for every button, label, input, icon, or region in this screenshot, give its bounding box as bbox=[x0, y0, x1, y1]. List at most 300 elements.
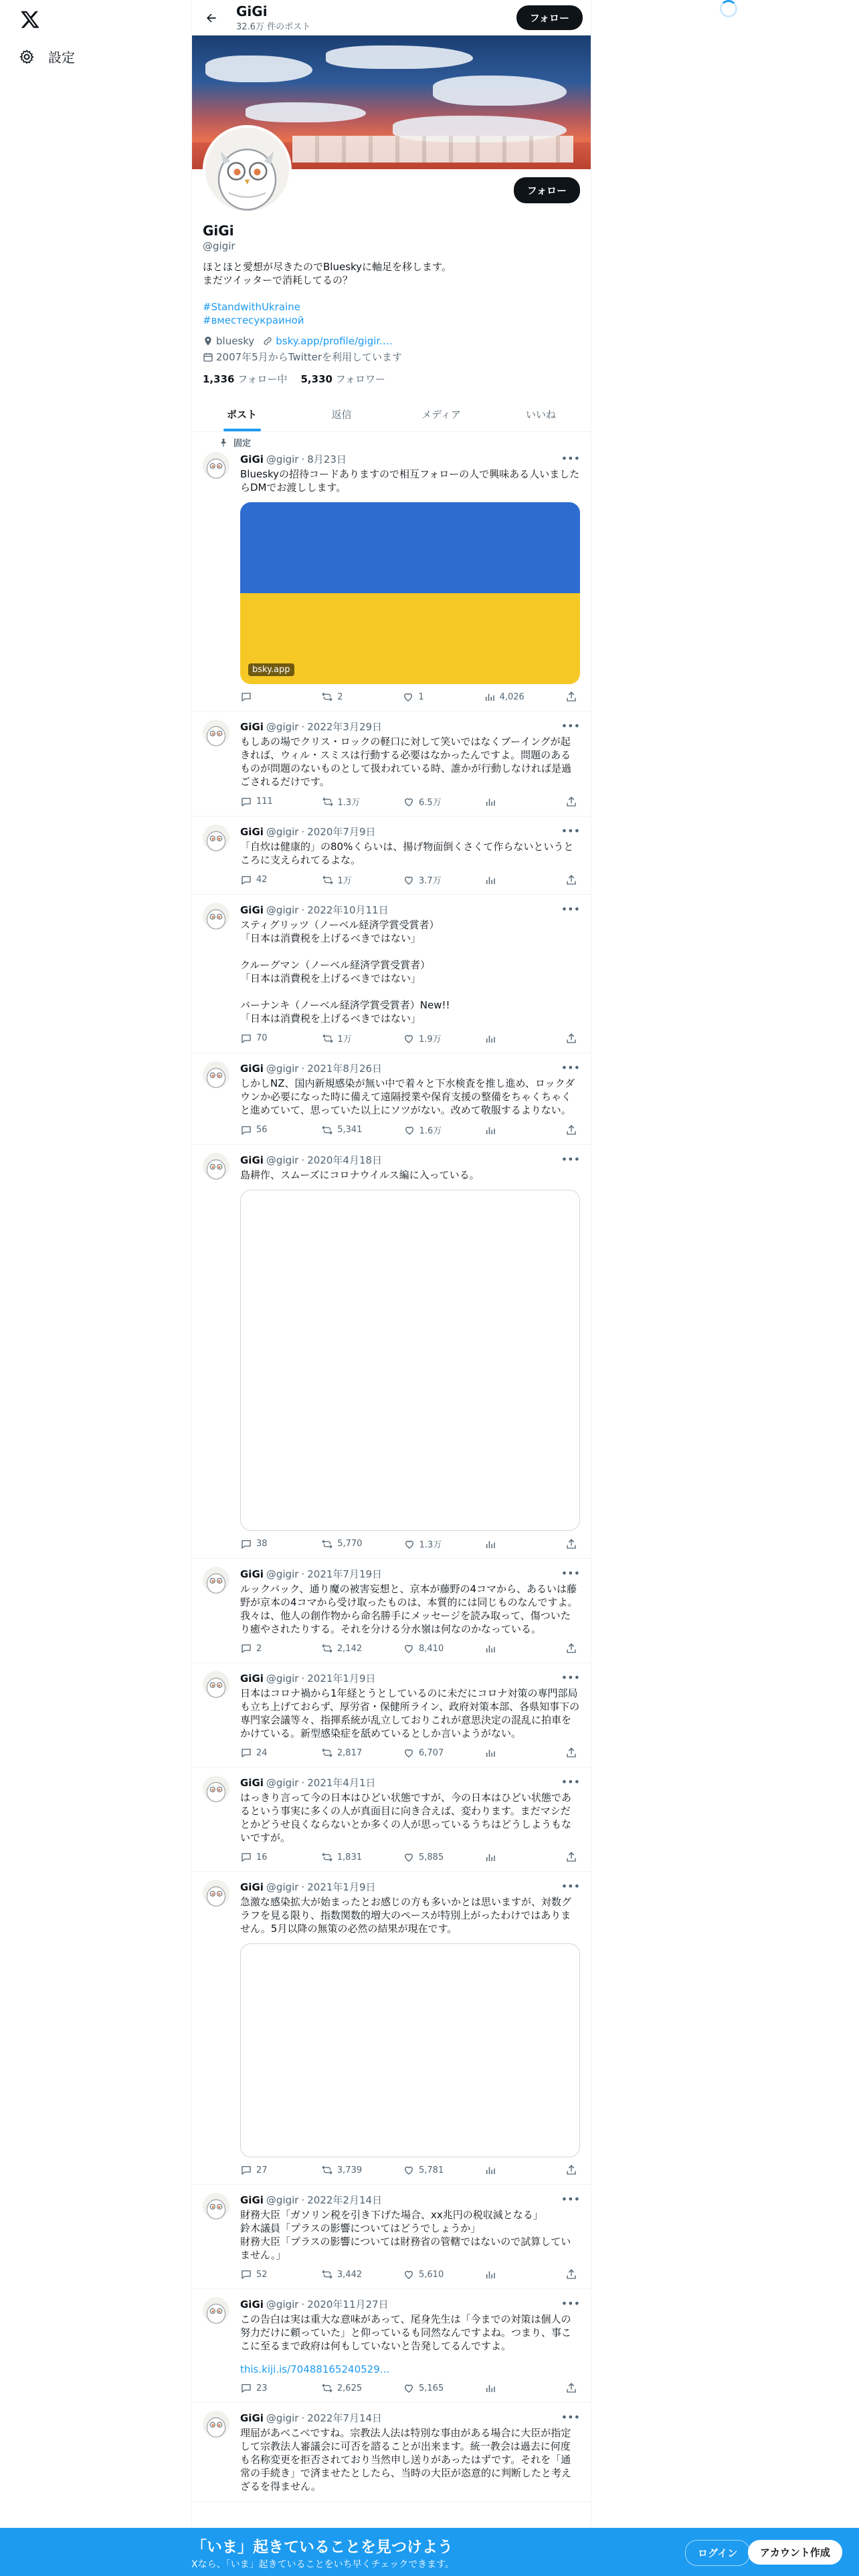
tweet-author-name[interactable]: GiGi bbox=[240, 2194, 264, 2206]
views-chart-action[interactable] bbox=[484, 691, 524, 703]
profile-name: GiGi bbox=[203, 223, 234, 239]
share-icon bbox=[565, 1124, 577, 1136]
share-action[interactable] bbox=[565, 1123, 577, 1136]
reply-action[interactable] bbox=[240, 2268, 280, 2280]
tweet[interactable] bbox=[192, 895, 591, 1053]
tweet-author-name[interactable]: GiGi bbox=[240, 721, 264, 733]
tweet-author-handle: @gigir bbox=[266, 2412, 299, 2424]
retweet-icon bbox=[322, 796, 334, 808]
views-chart-icon bbox=[484, 1124, 496, 1136]
tweet-author-handle: @gigir bbox=[266, 1673, 299, 1685]
tweet-avatar[interactable] bbox=[203, 452, 229, 479]
header-follow-button[interactable]: フォロー bbox=[516, 5, 583, 30]
tweet-avatar[interactable] bbox=[203, 1880, 229, 1907]
tweet-header: GiGi @gigir · 2020年4月18日 bbox=[240, 1154, 383, 1166]
tab-media[interactable]: メディア bbox=[421, 408, 461, 421]
tweet-date[interactable]: 8月23日 bbox=[307, 453, 347, 465]
settings-link[interactable] bbox=[19, 47, 75, 66]
tweet-avatar[interactable] bbox=[203, 1776, 229, 1802]
reply-action[interactable] bbox=[240, 1747, 280, 1759]
pin-icon bbox=[219, 438, 228, 447]
share-action[interactable] bbox=[565, 2268, 577, 2280]
heart-icon bbox=[403, 2164, 415, 2176]
profile-avatar[interactable] bbox=[203, 125, 292, 214]
more-options-icon[interactable]: ••• bbox=[561, 1567, 580, 1580]
location-pin-icon bbox=[203, 336, 213, 346]
owl-avatar-icon bbox=[203, 1153, 229, 1180]
heart-icon bbox=[403, 1033, 415, 1045]
heart-action[interactable] bbox=[403, 1032, 443, 1045]
owl-avatar-icon bbox=[203, 2411, 229, 2438]
tweet-date[interactable]: 2021年7月19日 bbox=[307, 1568, 383, 1580]
tweet[interactable] bbox=[192, 712, 591, 817]
header-name: GiGi bbox=[236, 3, 268, 19]
tweet-text: 財務大臣「ガソリン税を引き下げた場合、xx兆円の税収減となる」 鈴木議員「プラスの影響についてはどうでしょうか」 財務大臣「プラスの影響については財務省の管轄ではないので試算していません。」 bbox=[240, 2209, 571, 2261]
reply-count: 27 bbox=[256, 2165, 268, 2175]
share-action[interactable] bbox=[565, 2382, 577, 2394]
tweet-author-handle: @gigir bbox=[266, 453, 299, 465]
tweet-text: スティグリッツ（ノーベル経済学賞受賞者） 「日本は消費税を上げるべきではない」 クルーグマン（ノーベル経済学賞受賞者） 「日本は消費税を上げるべきではない」 バーナンキ（ノーベル経済学賞受賞者）New!! 「日本は消費税を上げるべきではない」 bbox=[240, 919, 450, 1025]
share-icon bbox=[565, 1033, 577, 1045]
tweet[interactable] bbox=[192, 1559, 591, 1663]
like-count: 1 bbox=[418, 691, 424, 702]
tweet-header: GiGi @gigir · 2021年7月19日 bbox=[240, 1568, 383, 1580]
tweet-author-name[interactable]: GiGi bbox=[240, 1568, 264, 1580]
share-icon bbox=[565, 1538, 577, 1550]
heart-action[interactable] bbox=[403, 1747, 444, 1759]
tweet-date[interactable]: 2020年7月9日 bbox=[307, 826, 376, 838]
back-button[interactable] bbox=[200, 7, 223, 29]
owl-avatar-icon bbox=[203, 903, 229, 930]
bio-line: まだツイッターで消耗してるの？ bbox=[203, 274, 353, 286]
retweet-action[interactable] bbox=[321, 691, 361, 703]
reply-count: 56 bbox=[256, 1125, 268, 1135]
tweet-date[interactable]: 2022年10月11日 bbox=[307, 904, 389, 916]
retweet-icon bbox=[321, 1851, 333, 1863]
reply-action[interactable] bbox=[240, 1537, 280, 1550]
tweet-text: 島耕作、スムーズにコロナウイルス編に入っている。 bbox=[240, 1169, 480, 1181]
share-icon bbox=[565, 1851, 577, 1863]
share-action[interactable] bbox=[565, 873, 577, 886]
retweet-action[interactable] bbox=[321, 1537, 362, 1550]
tweet-avatar[interactable] bbox=[203, 1567, 229, 1594]
reply-action[interactable] bbox=[240, 1851, 280, 1863]
x-logo-icon[interactable] bbox=[20, 9, 40, 29]
pinned-label: 固定 bbox=[219, 436, 251, 449]
owl-avatar-icon bbox=[205, 128, 289, 211]
tweet-media-ukraine-flag[interactable] bbox=[240, 502, 580, 684]
gear-icon bbox=[19, 49, 35, 65]
tweet-header: GiGi @gigir · 2022年7月14日 bbox=[240, 2412, 383, 2424]
more-options-icon[interactable]: ••• bbox=[561, 2193, 580, 2206]
like-count: 6,707 bbox=[419, 1747, 444, 1758]
tweet[interactable] bbox=[192, 432, 591, 712]
reply-icon bbox=[240, 1033, 252, 1045]
heart-icon bbox=[403, 1124, 415, 1136]
signup-button[interactable]: アカウント作成 bbox=[748, 2540, 842, 2565]
views-chart-icon bbox=[484, 1033, 496, 1045]
tweet-text: Blueskyの招待コードありますので相互フォローの人で興味ある人いましたらDMでお渡しします。 bbox=[240, 468, 580, 494]
tweet-avatar[interactable] bbox=[203, 825, 229, 851]
tweet-text: はっきり言って今の日本はひどい状態ですが、今の日本はひどい状態であるという事実に多くの人が真面目に向き合えば、変わります。まだマシだとかどうせ良くならないとか多くの人が思っているうちはどうしようもないですが。 bbox=[240, 1792, 572, 1844]
tweet-avatar[interactable] bbox=[203, 720, 229, 746]
tweet-actions bbox=[240, 1747, 580, 1759]
tweet-author-handle: @gigir bbox=[266, 826, 299, 838]
share-action[interactable] bbox=[565, 795, 577, 808]
retweet-icon bbox=[322, 874, 334, 886]
views-chart-icon bbox=[484, 2268, 496, 2280]
tweet-author-name[interactable]: GiGi bbox=[240, 2298, 264, 2311]
views-chart-icon bbox=[484, 1642, 496, 1654]
tweet-date[interactable]: 2020年4月18日 bbox=[307, 1154, 383, 1166]
reply-action[interactable] bbox=[240, 1032, 280, 1045]
hashtag-link[interactable]: #вместесукраиной bbox=[203, 314, 304, 326]
tweet-actions bbox=[240, 1851, 580, 1863]
tweet-avatar[interactable] bbox=[203, 1061, 229, 1088]
tab-replies[interactable]: 返信 bbox=[331, 408, 352, 421]
owl-avatar-icon bbox=[203, 1671, 229, 1698]
tweet[interactable] bbox=[192, 1767, 591, 1872]
tweet-author-name[interactable]: GiGi bbox=[240, 826, 264, 838]
heart-icon bbox=[403, 1642, 415, 1654]
heart-action[interactable] bbox=[403, 2382, 444, 2394]
reply-action[interactable] bbox=[240, 873, 280, 886]
tab-posts[interactable]: ポスト bbox=[192, 397, 292, 431]
like-count: 3.7万 bbox=[419, 876, 442, 886]
profile-hashtags bbox=[203, 300, 580, 327]
reply-count: 38 bbox=[256, 1539, 268, 1549]
retweet-action[interactable] bbox=[322, 795, 362, 808]
heart-icon bbox=[403, 1538, 415, 1550]
tweet[interactable] bbox=[192, 2403, 591, 2502]
tweet-date[interactable]: 2022年2月14日 bbox=[307, 2194, 383, 2206]
tweet-text: しかしNZ、国内新規感染が無い中で着々と下水検査を推し進め、ロックダウンか必要になった時に備えて遠隔授業や保育支援の整備をちゃくちゃくと進めていて、思っていた以上にソツがない。改めて敬服するよりない。 bbox=[240, 1077, 575, 1116]
tweet-date[interactable]: 2021年4月1日 bbox=[307, 1777, 376, 1789]
retweet-icon bbox=[321, 1538, 333, 1550]
tweet-author-handle: @gigir bbox=[266, 1063, 299, 1075]
views-chart-action[interactable] bbox=[484, 873, 524, 886]
retweet-action[interactable] bbox=[321, 2164, 362, 2176]
more-options-icon[interactable]: ••• bbox=[561, 1671, 580, 1684]
heart-action[interactable] bbox=[403, 1537, 444, 1550]
tweet-actions bbox=[240, 1032, 580, 1045]
heart-icon bbox=[403, 2382, 415, 2394]
retweet-action[interactable] bbox=[322, 1032, 362, 1045]
tweet-link[interactable]: this.kiji.is/70488165240529… bbox=[240, 2363, 390, 2375]
reply-action[interactable] bbox=[240, 795, 280, 808]
tweet-date[interactable]: 2021年8月26日 bbox=[307, 1063, 383, 1075]
tweet-author-name[interactable]: GiGi bbox=[240, 904, 264, 916]
tweet-author-name[interactable]: GiGi bbox=[240, 1881, 264, 1893]
rt-count: 2,625 bbox=[337, 2383, 363, 2393]
reply-icon bbox=[240, 2268, 252, 2280]
share-icon bbox=[565, 1747, 577, 1759]
tweet[interactable] bbox=[192, 1145, 591, 1559]
retweet-action[interactable] bbox=[321, 1123, 362, 1136]
tweet-author-name[interactable]: GiGi bbox=[240, 2412, 264, 2424]
tweet[interactable] bbox=[192, 1053, 591, 1145]
heart-action[interactable] bbox=[403, 1851, 444, 1863]
views-chart-icon bbox=[484, 1538, 496, 1550]
reply-icon bbox=[240, 2382, 252, 2394]
tweet-actions bbox=[240, 873, 580, 886]
share-action[interactable] bbox=[565, 1747, 577, 1759]
owl-avatar-icon bbox=[203, 1567, 229, 1594]
heart-action[interactable] bbox=[403, 873, 443, 886]
tweet-author-handle: @gigir bbox=[266, 904, 299, 916]
owl-avatar-icon bbox=[203, 2297, 229, 2324]
signup-banner-subtitle: Xなら、「いま」起きていることをいち早くチェックできます。 bbox=[191, 2559, 455, 2570]
share-action[interactable] bbox=[565, 691, 577, 703]
views-chart-icon bbox=[484, 1747, 496, 1759]
tweet-avatar[interactable] bbox=[203, 1671, 229, 1698]
views-chart-icon bbox=[484, 874, 496, 886]
like-count: 1.6万 bbox=[419, 1126, 442, 1136]
tweet-actions bbox=[240, 795, 580, 808]
share-action[interactable] bbox=[565, 1537, 577, 1550]
views-chart-action[interactable] bbox=[484, 1123, 524, 1136]
views-chart-action[interactable] bbox=[484, 1851, 524, 1863]
profile-handle: @gigir bbox=[203, 240, 235, 252]
followers-stat[interactable]: 5,330 フォロワー bbox=[300, 373, 385, 385]
owl-avatar-icon bbox=[203, 1880, 229, 1907]
tweet-author-handle: @gigir bbox=[266, 2298, 299, 2311]
profile-header-bar bbox=[192, 0, 591, 35]
tweet-actions bbox=[240, 1123, 580, 1136]
tweet-actions bbox=[240, 2382, 580, 2394]
reply-icon bbox=[240, 1747, 252, 1759]
reply-icon bbox=[240, 874, 252, 886]
login-button[interactable]: ログイン bbox=[685, 2540, 750, 2566]
follow-button[interactable]: フォロー bbox=[514, 177, 580, 203]
link-icon bbox=[262, 336, 273, 346]
bio-line: ほとほと愛想が尽きたのでBlueskyに軸足を移します。 bbox=[203, 261, 452, 273]
more-options-icon[interactable]: ••• bbox=[561, 1153, 580, 1166]
tweet-header: GiGi @gigir · 2021年1月9日 bbox=[240, 1881, 376, 1893]
retweet-icon bbox=[321, 1747, 333, 1759]
retweet-action[interactable] bbox=[321, 1642, 362, 1654]
rt-count: 5,770 bbox=[337, 1539, 363, 1549]
timeline bbox=[192, 432, 591, 2502]
tweet-date[interactable]: 2022年3月29日 bbox=[307, 721, 383, 733]
reply-icon bbox=[240, 691, 252, 703]
more-options-icon[interactable]: ••• bbox=[561, 1061, 580, 1074]
like-count: 1.3万 bbox=[419, 1540, 442, 1550]
reply-action[interactable] bbox=[240, 1123, 280, 1136]
reply-count: 23 bbox=[256, 2383, 268, 2393]
tweet-avatar[interactable] bbox=[203, 1153, 229, 1180]
tweet-text: 「自炊は健康的」の80%くらいは、揚げ物面倒くさくて作らないというところに支えられてるよな。 bbox=[240, 841, 574, 866]
tweet-text: ルックバック、通り魔の被害妄想と、京本が藤野の4コマから、あるいは藤野が京本の4コマから受け取ったものは、本質的には同じものなんですよ。我々は、他人の創作物から命名勝手にメッセージを読み取って、傷ついたり癒やされたりする。それを分ける分水嶺は何なのかなっている。 bbox=[240, 1583, 578, 1635]
tweet-header: GiGi @gigir · 8月23日 bbox=[240, 453, 347, 465]
reply-count: 42 bbox=[256, 875, 268, 885]
heart-action[interactable] bbox=[403, 795, 443, 808]
reply-icon bbox=[240, 1642, 252, 1654]
retweet-icon bbox=[321, 691, 333, 703]
profile-joined: 2007年5月からTwitterを利用しています bbox=[203, 350, 402, 364]
heart-icon bbox=[403, 1851, 415, 1863]
more-options-icon[interactable]: ••• bbox=[561, 1880, 580, 1893]
tweet[interactable] bbox=[192, 2289, 591, 2403]
owl-avatar-icon bbox=[203, 2193, 229, 2220]
calendar-icon bbox=[203, 352, 213, 362]
reply-action[interactable] bbox=[240, 691, 280, 703]
settings-label: 設定 bbox=[48, 49, 75, 66]
views-chart-action[interactable] bbox=[484, 1537, 524, 1550]
more-options-icon[interactable]: ••• bbox=[561, 1776, 580, 1788]
rt-count: 3,442 bbox=[337, 2269, 363, 2280]
following-stat[interactable]: 1,336 フォロー中 bbox=[203, 373, 288, 385]
retweet-action[interactable] bbox=[321, 2382, 362, 2394]
more-options-icon[interactable]: ••• bbox=[561, 903, 580, 916]
reply-action[interactable] bbox=[240, 1642, 280, 1654]
views-chart-icon bbox=[484, 1851, 496, 1863]
heart-action[interactable] bbox=[403, 1123, 444, 1136]
share-action[interactable] bbox=[565, 1642, 577, 1654]
tweet-text: 日本はコロナ禍から1年経とうとしているのに未だにコロナ対策の専門部局も立ち上げておらず、厚労省・保健所ライン、政府対策本部、各県知事下の専門家会議等々、指揮系統が乱立しておりこれが意思決定の混乱に拍車をかけている。新型感染症を舐めているとしか言いようがない。 bbox=[240, 1687, 580, 1739]
share-icon bbox=[565, 2164, 577, 2176]
tweet-author-name[interactable]: GiGi bbox=[240, 1063, 264, 1075]
tweet-avatar[interactable] bbox=[203, 2411, 229, 2438]
views-chart-action[interactable] bbox=[484, 1747, 524, 1759]
rt-count: 2,817 bbox=[337, 1747, 363, 1758]
tweet-media-image[interactable] bbox=[240, 1943, 580, 2157]
tweet-author-handle: @gigir bbox=[266, 1568, 299, 1580]
rt-count: 2 bbox=[337, 691, 343, 702]
tweet-media-image[interactable] bbox=[240, 1190, 580, 1531]
tweet-actions bbox=[240, 691, 580, 703]
tweet-header: GiGi @gigir · 2022年2月14日 bbox=[240, 2194, 383, 2206]
like-count: 5,610 bbox=[419, 2269, 444, 2280]
more-options-icon[interactable]: ••• bbox=[561, 452, 580, 465]
tab-likes[interactable]: いいね bbox=[525, 408, 556, 421]
tweet-date[interactable]: 2022年7月14日 bbox=[307, 2412, 383, 2424]
tweet-text: この告白は実は重大な意味があって、尾身先生は「今までの対策は個人の努力だけに頼っていた」と仰っているも同然なんですよね。つまり、事ここに至るまで政府は何もしていないと告発してるんですよ。 bbox=[240, 2313, 572, 2352]
heart-icon bbox=[402, 691, 414, 703]
reply-action[interactable] bbox=[240, 2382, 280, 2394]
views-chart-icon bbox=[484, 796, 496, 808]
tweet-date[interactable]: 2021年1月9日 bbox=[307, 1673, 376, 1685]
tweet-header: GiGi @gigir · 2020年7月9日 bbox=[240, 826, 376, 838]
tweet[interactable] bbox=[192, 2185, 591, 2289]
profile-meta bbox=[203, 335, 580, 364]
hashtag-link[interactable]: #StandwithUkraine bbox=[203, 301, 300, 313]
views-chart-action[interactable] bbox=[484, 1032, 524, 1045]
reply-icon bbox=[240, 1538, 252, 1550]
tweet-header: GiGi @gigir · 2020年11月27日 bbox=[240, 2298, 389, 2311]
more-options-icon[interactable]: ••• bbox=[561, 2411, 580, 2424]
owl-avatar-icon bbox=[203, 1061, 229, 1088]
tweet-avatar[interactable] bbox=[203, 2193, 229, 2220]
share-action[interactable] bbox=[565, 2164, 577, 2176]
retweet-action[interactable] bbox=[321, 1851, 362, 1863]
heart-action[interactable] bbox=[403, 1642, 444, 1654]
tweet-author-name[interactable]: GiGi bbox=[240, 1673, 264, 1685]
share-icon bbox=[565, 874, 577, 886]
heart-action[interactable] bbox=[402, 691, 442, 703]
tweet-author-handle: @gigir bbox=[266, 1777, 299, 1789]
signup-banner-title: 「いま」起きていることを見つけよう bbox=[191, 2539, 453, 2556]
tweet-actions bbox=[240, 1537, 580, 1550]
tweet-header: GiGi @gigir · 2021年1月9日 bbox=[240, 1673, 376, 1685]
tweet-author-handle: @gigir bbox=[266, 1154, 299, 1166]
views-chart-action[interactable] bbox=[484, 2268, 524, 2280]
tweet-avatar[interactable] bbox=[203, 903, 229, 930]
heart-icon bbox=[403, 796, 415, 808]
heart-action[interactable] bbox=[403, 2268, 444, 2280]
views-chart-icon bbox=[484, 2382, 496, 2394]
heart-action[interactable] bbox=[403, 2164, 444, 2176]
rt-count: 1万 bbox=[337, 876, 352, 886]
profile-column bbox=[191, 0, 591, 2576]
share-icon bbox=[565, 2268, 577, 2280]
owl-avatar-icon bbox=[203, 825, 229, 851]
reply-count: 24 bbox=[256, 1747, 268, 1758]
share-icon bbox=[565, 796, 577, 808]
profile-location: bluesky bbox=[203, 335, 254, 347]
tweet-author-handle: @gigir bbox=[266, 2194, 299, 2206]
reply-count: 70 bbox=[256, 1033, 268, 1043]
like-count: 5,885 bbox=[419, 1852, 444, 1862]
views-chart-icon bbox=[484, 2164, 496, 2176]
tweet[interactable] bbox=[192, 1872, 591, 2185]
share-icon bbox=[565, 2382, 577, 2394]
rt-count: 1万 bbox=[337, 1035, 352, 1045]
tweet-header: GiGi @gigir · 2022年3月29日 bbox=[240, 721, 383, 733]
tweet-author-handle: @gigir bbox=[266, 1881, 299, 1893]
more-options-icon[interactable]: ••• bbox=[561, 2297, 580, 2310]
loading-spinner-icon bbox=[720, 0, 737, 17]
reply-action[interactable] bbox=[240, 2164, 280, 2176]
tweet[interactable] bbox=[192, 1663, 591, 1767]
profile-info bbox=[192, 169, 591, 386]
reply-icon bbox=[240, 796, 252, 808]
more-options-icon[interactable]: ••• bbox=[561, 720, 580, 732]
owl-avatar-icon bbox=[203, 452, 229, 479]
share-action[interactable] bbox=[565, 1032, 577, 1045]
tweet[interactable] bbox=[192, 817, 591, 895]
retweet-action[interactable] bbox=[321, 2268, 362, 2280]
tweet-text: もしあの場でクリス・ロックの軽口に対して笑いではなくブーイングが起きれば、ウィル・スミスは行動する必要はなかったんですよ。問題のあるものが問題のないものとして扱われている時、誰かが行動しなければ是過ごされるだけです。 bbox=[240, 736, 572, 788]
views-chart-action[interactable] bbox=[484, 1642, 524, 1654]
tweet-text: 理屈があべこべですね。宗教法人法は特別な事由がある場合に大臣が指定して宗教法人審議会に可否を諮ることが出来ます。統一教会は過去に何度も名称変更を拒否されており当然申し送りがあったはずです。それを「通常の手続き」で済ませたとしたら、当時の大臣が恣意的に判断したと考えざるを得ません。 bbox=[240, 2427, 572, 2492]
retweet-action[interactable] bbox=[322, 873, 362, 886]
signup-banner bbox=[0, 2528, 859, 2576]
tweet-author-name[interactable]: GiGi bbox=[240, 453, 264, 465]
retweet-icon bbox=[321, 2164, 333, 2176]
profile-stats bbox=[203, 372, 580, 386]
tweet-author-name[interactable]: GiGi bbox=[240, 1154, 264, 1166]
more-options-icon[interactable]: ••• bbox=[561, 825, 580, 837]
tweet-author-name[interactable]: GiGi bbox=[240, 1777, 264, 1789]
profile-website[interactable]: bsky.app/profile/gigir.… bbox=[262, 335, 393, 347]
views-chart-action[interactable] bbox=[484, 795, 524, 808]
like-count: 6.5万 bbox=[419, 798, 442, 808]
share-action[interactable] bbox=[565, 1851, 577, 1863]
heart-icon bbox=[403, 874, 415, 886]
rt-count: 5,341 bbox=[337, 1125, 363, 1135]
retweet-action[interactable] bbox=[321, 1747, 362, 1759]
tweet-header: GiGi @gigir · 2022年10月11日 bbox=[240, 904, 389, 916]
reply-icon bbox=[240, 2164, 252, 2176]
tweet-date[interactable]: 2020年11月27日 bbox=[307, 2298, 389, 2311]
views-chart-action[interactable] bbox=[484, 2382, 524, 2394]
tweet-avatar[interactable] bbox=[203, 2297, 229, 2324]
owl-avatar-icon bbox=[203, 1776, 229, 1802]
tweet-date[interactable]: 2021年1月9日 bbox=[307, 1881, 376, 1893]
profile-bio bbox=[203, 260, 580, 287]
views-chart-action[interactable] bbox=[484, 2164, 524, 2176]
